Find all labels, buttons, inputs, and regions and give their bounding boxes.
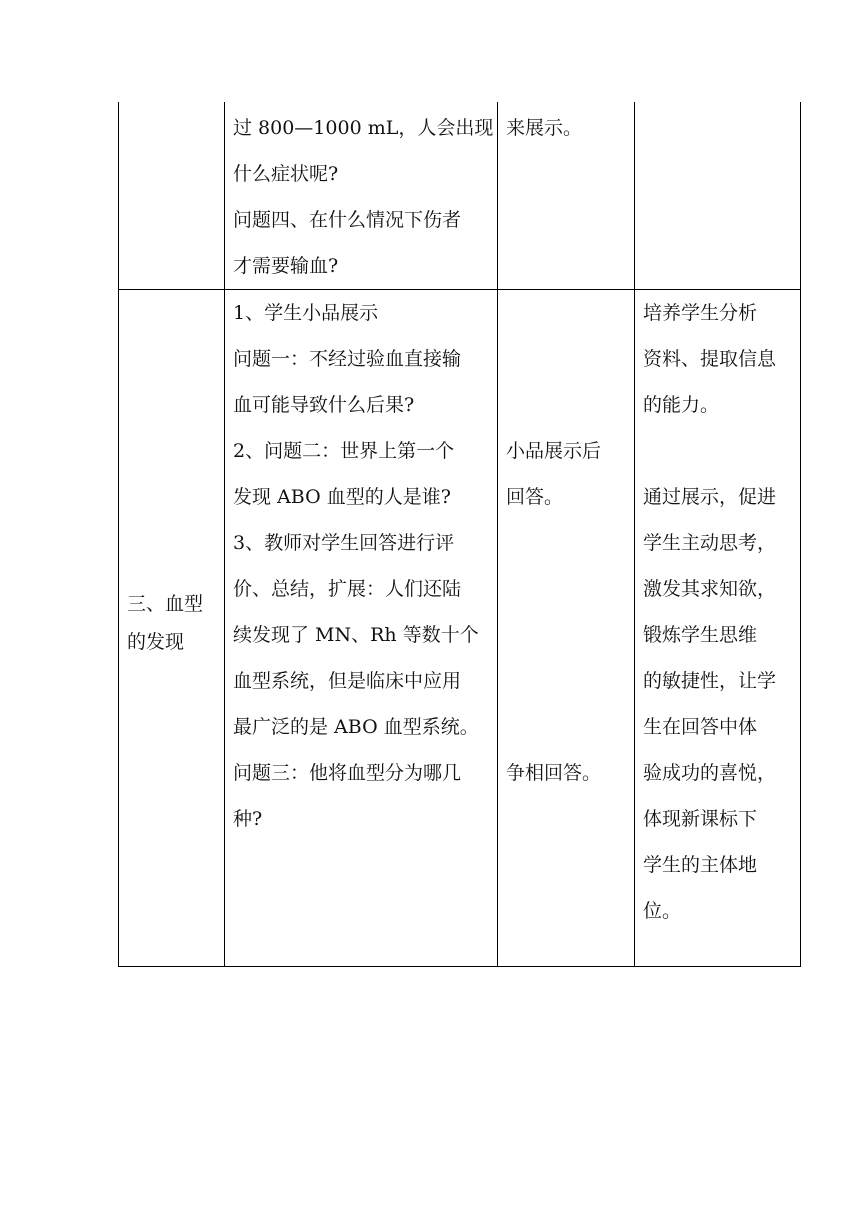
text-line: 学生的主体地 bbox=[643, 854, 758, 876]
text-line: 学生主动思考， bbox=[643, 532, 777, 554]
text-line: 体现新课标下 bbox=[643, 808, 758, 830]
text-line: 回答。 bbox=[506, 486, 564, 508]
text-line: 激发其求知欲， bbox=[643, 578, 777, 600]
text-line: 过 800—1000 mL，人会出现 bbox=[233, 117, 494, 139]
text-line: 生在回答中体 bbox=[643, 716, 758, 738]
text-line: 问题一：不经过验血直接输 bbox=[233, 348, 462, 370]
text-line: 验成功的喜悦， bbox=[643, 762, 777, 784]
text-line: 种? bbox=[233, 808, 263, 830]
text-line: 发现 ABO 血型的人是谁? bbox=[233, 486, 451, 508]
text-line: 通过展示，促进 bbox=[643, 486, 777, 508]
teacher-activity-cell bbox=[225, 290, 498, 967]
design-intent-cell bbox=[635, 102, 801, 290]
text-line: 血可能导致什么后果? bbox=[233, 394, 415, 416]
text-line: 培养学生分析 bbox=[643, 302, 758, 324]
text-line: 3、教师对学生回答进行评 bbox=[233, 532, 455, 554]
text-line: 锻炼学生思维 bbox=[643, 624, 758, 646]
stage-title-line: 的发现 bbox=[127, 631, 185, 653]
lesson-plan-table bbox=[118, 102, 801, 967]
table-row bbox=[119, 290, 801, 967]
text-line: 最广泛的是 ABO 血型系统。 bbox=[233, 716, 479, 738]
student-activity-cell bbox=[498, 102, 635, 290]
text-line: 什么症状呢? bbox=[233, 163, 339, 185]
text-line: 的能力。 bbox=[643, 394, 720, 416]
teacher-activity-cell bbox=[225, 102, 498, 290]
text-line: 血型系统，但是临床中应用 bbox=[233, 670, 462, 692]
text-line: 的敏捷性，让学 bbox=[643, 670, 777, 692]
text-line: 小品展示后 bbox=[506, 440, 602, 462]
text-line: 2、问题二：世界上第一个 bbox=[233, 440, 455, 462]
text-line: 问题四、在什么情况下伤者 bbox=[233, 209, 462, 231]
table-row bbox=[119, 102, 801, 290]
text-line: 资料、提取信息 bbox=[643, 348, 777, 370]
text-line: 才需要输血? bbox=[233, 255, 339, 277]
text-line: 1、学生小品展示 bbox=[233, 302, 379, 324]
text-line: 续发现了 MN、Rh 等数十个 bbox=[233, 624, 479, 646]
text-line: 价、总结，扩展：人们还陆 bbox=[233, 578, 462, 600]
text-line: 争相回答。 bbox=[506, 762, 602, 784]
stage-cell bbox=[119, 290, 225, 967]
text-line: 来展示。 bbox=[506, 117, 583, 139]
student-activity-cell bbox=[498, 290, 635, 967]
stage-title-line: 三、血型 bbox=[127, 593, 204, 615]
stage-cell bbox=[119, 102, 225, 290]
text-line: 问题三：他将血型分为哪几 bbox=[233, 762, 462, 784]
design-intent-cell bbox=[635, 290, 801, 967]
text-line: 位。 bbox=[643, 900, 682, 922]
